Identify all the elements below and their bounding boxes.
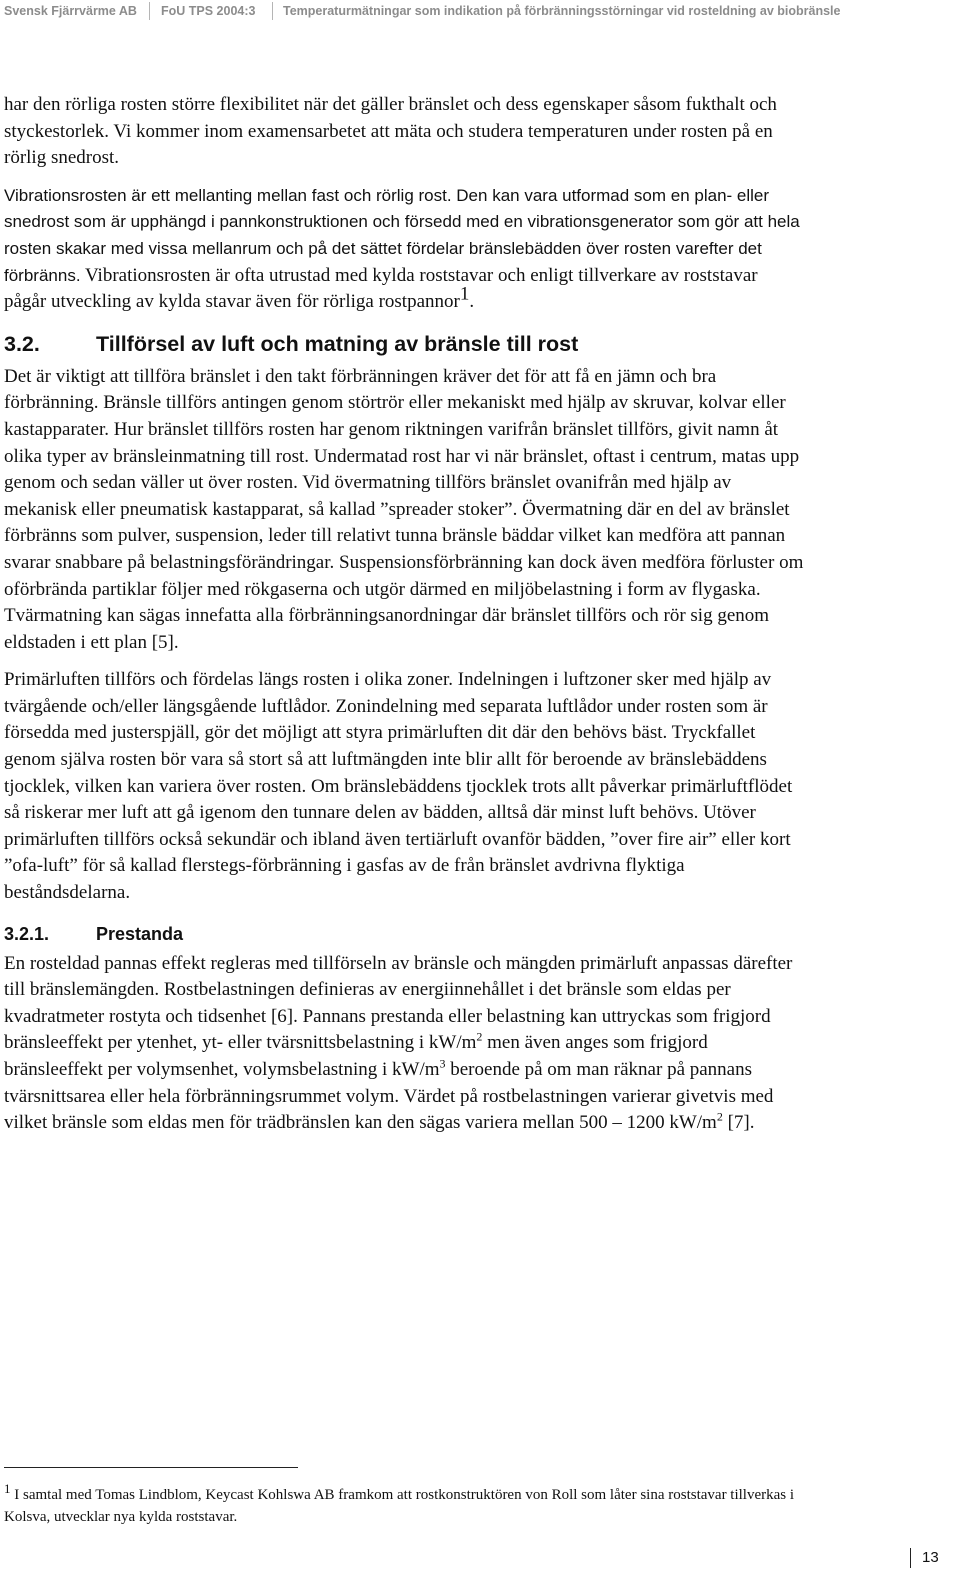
paragraph-vibrationsrost-part1: Vibrationsrosten är ett mellanting mellan fast och rörlig rost. Den kan vara utformad som en plan- eller snedrost som är upphängd i pannkonstruktionen och försedd med en vibrationsgenerator som gör att hela rosten skakar med vissa mellanrum och på det sättet fördelar bränslebädden över rosten varefter det förbränns.: [4, 185, 800, 285]
running-header: [0, 0, 960, 26]
footnote: [4, 1481, 804, 1528]
superscript-3: 3: [439, 1056, 446, 1071]
paragraph-primarluft: Primärluften tillförs och fördelas längs rosten i olika zoner. Indelningen i luftzoner sker med hjälp av tvärgående och/eller längsgående luftlådor. Zonindelning med separata luftlådor under rosten som är försedda med justerspjäll, gör det möjligt att styra primärluften dit där den behövs bäst. Tryckfallet genom själva rosten bör vara så stort så att luftmängden inte blir allt för beroende av bränslebäddens tjocklek, vilken kan variera över rosten. Om bränslebäddens tjocklek trots allt påverkar primärluftflödet så riskerar mer luft att gå igenom den tunnare delen av bädden, alltså där minst luft behövs. Utöver primärluften tillförs också sekundär och ibland även tertiärluft ovanför bädden, ”over fire air” eller kort ”ofa-luft” för så kallad flerstegs-förbränning i gasfas av de från bränslet avdrivna flyktiga beståndsdelarna.: [4, 669, 793, 904]
paragraph-prestanda-part2: men även anges som frigjord bränsleeffekt per volymsenhet, volymsbelastning i kW/m: [4, 1032, 708, 1080]
subsection-title: Prestanda: [96, 923, 184, 944]
paragraph-vibrationsrost: [4, 183, 804, 316]
section-heading-3-2: [4, 330, 804, 358]
section-number: 3.2.: [4, 331, 40, 356]
page-number: 13: [922, 1549, 939, 1566]
footnote-marker: 1: [4, 1481, 11, 1496]
header-series: FoU TPS 2004:3: [161, 4, 256, 18]
section-title: Tillförsel av luft och matning av bränsle till rost: [96, 331, 579, 356]
paragraph-vibrationsrost-end: .: [469, 291, 475, 313]
header-org: Svensk Fjärrvärme AB: [4, 4, 137, 18]
header-divider: [272, 2, 273, 20]
header-divider: [149, 2, 150, 20]
paragraph-bransletillforsel: Det är viktigt att tillföra bränslet i den takt förbränningen kräver det för att få en jämn och bra förbränning. Bränsle tillförs antingen genom störtrör eller mekaniskt med hjälp av skruvar, kolvar eller kastapparater. Hur bränslet tillförs rosten har genom riktningen varifrån bränslet tillförs, givit namn åt olika typer av bränsleinmatning till rost. Undermatad rost har vi när bränslet, oftast i centrum, matas upp genom och sedan väller ut över rosten. Vid övermatning tillförs bränslet ovanifrån med hjälp av mekanisk eller pneumatisk kastapparat, så kallad ”spreader stoker”. Övermatning där en del av bränslet förbränns som pulver, suspension, leder till relativt tunna bränsle bäddar vilket kan medföra att pannan svarar snabbare på belastningsförändringar. Suspensionsförbränning kan dock även medföra förluster om oförbrända partiklar följer med rökgaserna och utgör därmed en miljöbelastning i form av flygaska. Tvärmatning kan sägas innefatta alla förbränningsanordningar där bränslet tillförs och rör sig genom eldstaden i ett plan [5].: [4, 365, 804, 653]
paragraph-rorlig-rost: har den rörliga rosten större flexibilitet när det gäller bränslet och dess egenskaper såsom fukthalt och styckestorlek. Vi kommer inom examensarbetet att mäta och studera temperaturen under rosten på en rörlig snedrost.: [4, 94, 777, 169]
footnote-text: I samtal med Tomas Lindblom, Keycast Kohlswa AB framkom att rostkonstruktören von Roll som låter sina roststavar tillverkas i Kolsva, utvecklar nya kylda roststavar.: [4, 1487, 795, 1525]
subsection-number: 3.2.1.: [4, 923, 50, 944]
page-number-divider: [910, 1548, 911, 1568]
footnote-separator: [4, 1467, 298, 1468]
paragraph-prestanda-part3: beroende på om man räknar på pannans tvärsnittsarea eller hela förbränningsrummet volym. Värdet på rostbelastningen varierar givetvis med vilket bränsle som eldas men för trädbränslen kan den sägas variera mellan 500 – 1200 kW/m: [4, 1059, 774, 1134]
superscript-2: 2: [476, 1030, 483, 1045]
page-body: [4, 92, 804, 1137]
paragraph-vibrationsrost-part2: Vibrationsrosten är ofta utrustad med kylda roststavar och enligt tillverkare av roststavar pågår utveckling av kylda stavar även för rörliga rostpannor: [4, 264, 758, 313]
paragraph-prestanda: [4, 951, 804, 1137]
section-heading-3-2-1: [4, 921, 804, 947]
header-title: Temperaturmätningar som indikation på förbränningsstörningar vid rosteldning av biobränsle: [283, 4, 841, 18]
paragraph-prestanda-end: [7].: [722, 1112, 755, 1134]
paragraph-prestanda-part1: En rosteldad pannas effekt regleras med tillförseln av bränsle och mängden primärluft anpassas därefter till bränslemängden. Rostbelastningen definieras av energiinnehållet i det bränsle som eldas per kvadratmeter rostyta och tidsenhet [6]. Pannans prestanda eller belastning kan uttryckas som frigjord bränsleeffekt per ytenhet, yt- eller tvärsnittsbelastning i kW/m: [4, 952, 793, 1054]
superscript-2: 2: [716, 1109, 723, 1124]
footnote-reference: 1: [459, 283, 470, 305]
